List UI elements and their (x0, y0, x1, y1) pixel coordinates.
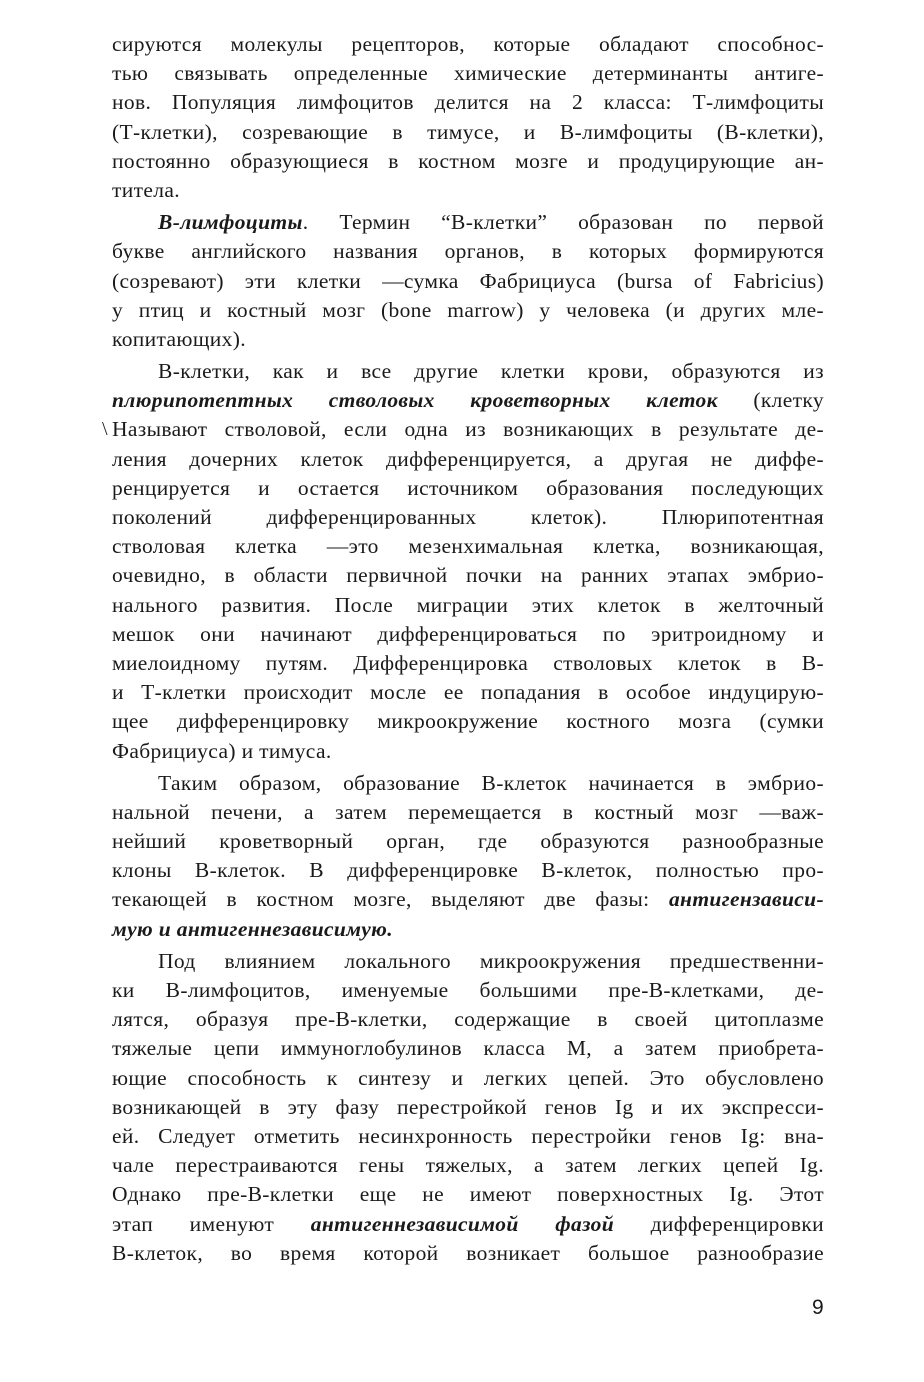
paragraph-b-lymphocytes-first-line: В-лимфоциты. Термин “В-клетки” образован по первой (158, 210, 824, 235)
text-line: В-клеток, во время которой возникает большое разнообразие (112, 1240, 824, 1265)
text-line: чале перестраиваются гены тяжелых, а затем легких цепей Ig. (112, 1153, 824, 1178)
text-line: ей. Следует отметить несинхронность перестройки генов Ig: вна- (112, 1123, 824, 1148)
text-line: нального развития. После миграции этих клеток в желточный (112, 592, 824, 617)
text-line: миелоидному путям. Дифференцировка стволовых клеток в В- (112, 650, 824, 675)
text-line: Фабрициуса) и тимуса. (112, 738, 332, 763)
text-line: (созревают) эти клетки —сумка Фабрициуса (bursa of Fabricius) (112, 268, 824, 293)
text-line: ренцируется и остается источником образования последующих (112, 475, 824, 500)
text-line: В-клетки, как и все другие клетки крови, образуются из (158, 359, 824, 384)
margin-mark: \ (102, 418, 108, 441)
text-line: Однако пре-В-клетки еще не имеют поверхностных Ig. Этот (112, 1182, 824, 1207)
text-line: поколений дифференцированных клеток). Плюрипотентная (112, 505, 824, 529)
text-line: и Т-клетки происходит мосле ее попадания в особое индуцирую- (112, 680, 824, 705)
text-line-with-emphasis: этап именуют антигеннезависимой фазой дифференцировки (112, 1211, 825, 1236)
emphasis-phases-start: антигензависи- (668, 887, 824, 912)
text-line: ки В-лимфоцитов, именуемые большими пре-В-клетками, де- (112, 978, 824, 1002)
text-line: тяжелые цепи иммуноглобулинов класса М, а затем приобрета- (112, 1036, 824, 1061)
text-line: постоянно образующиеся в костном мозге и продуцирующие ан- (112, 148, 824, 173)
text-line: копитающих). (112, 326, 246, 351)
text-line: стволовая клетка —это мезенхимальная клетка, возникающая, (112, 534, 824, 559)
text-line: букве английского названия органов, в которых формируются (112, 239, 824, 264)
page-number: 9 (812, 1296, 824, 1319)
text-line: титела. (112, 177, 180, 202)
emphasis-independent-phase: антигеннезависимой фазой (310, 1211, 615, 1236)
emphasis-phases-end: мую и антигеннезависимую. (112, 916, 393, 941)
text-line: ления дочерних клеток дифференцируется, а другая не диффе- (112, 446, 824, 471)
text-line-with-emphasis: плюрипотептных стволовых кроветворных клеток (клетку (112, 388, 824, 413)
text-line: (Т-клетки), созревающие в тимусе, и В-лимфоциты (В-клетки), (112, 119, 824, 144)
text-line: сируются молекулы рецепторов, которые обладают способнос- (112, 32, 824, 56)
text-line: лятся, образуя пре-В-клетки, содержащие в своей цитоплазме (112, 1007, 824, 1032)
text-line-with-margin-mark: \ Называют стволовой, если одна из возникающих в результате де- (112, 415, 824, 444)
text-line: ющие способность к синтезу и легких цепей. Это обусловлено (112, 1065, 824, 1090)
text-line: тью связывать определенные химические детерминанты антиге- (112, 61, 824, 86)
text-line: у птиц и костный мозг (bone marrow) у человека (и других мле- (112, 297, 824, 322)
text-line: нейший кроветворный орган, где образуются разнообразные (112, 829, 824, 854)
text-line: Под влиянием локального микроокружения предшественни- (158, 948, 824, 973)
text-line: мешок они начинают дифференцироваться по эритроидному и (112, 621, 824, 646)
document-page (102, 30, 825, 1268)
text-line-with-emphasis: текающей в костном мозге, выделяют две фазы: антигензависи- (112, 887, 824, 912)
emphasis-pluripotent-cells: плюрипотептных стволовых кроветворных клеток (112, 388, 718, 413)
text-line: щее дифференцировку микроокружение костного мозга (сумки (112, 709, 824, 734)
text-line: нов. Популяция лимфоцитов делится на 2 класса: Т-лимфоциты (112, 90, 824, 115)
text-line: очевидно, в области первичной почки на ранних этапах эмбрио- (112, 563, 824, 588)
text-line-with-emphasis (112, 915, 824, 944)
text-line: Таким образом, образование В-клеток начинается в эмбрио- (158, 770, 824, 795)
emphasis-b-lymphocytes: В-лимфоциты (158, 210, 303, 235)
text-line: клоны В-клеток. В дифференцировке В-клеток, полностью про- (112, 858, 824, 883)
text-line: нальной печени, а затем перемещается в костный мозг —важ- (112, 799, 824, 824)
text-line: возникающей в эту фазу перестройкой генов Ig и их экспресси- (112, 1094, 824, 1119)
